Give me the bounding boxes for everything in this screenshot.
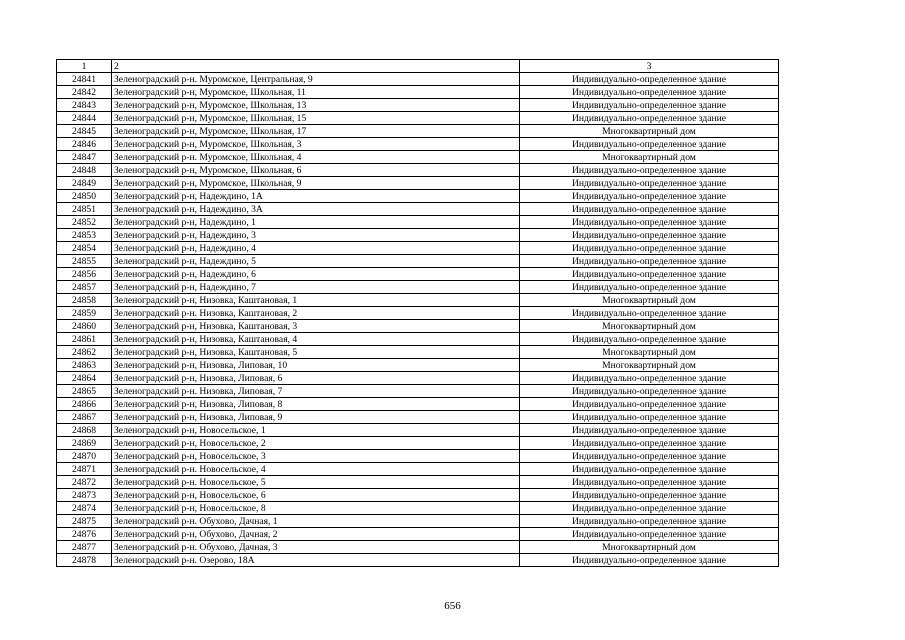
address-cell: Зеленоградский р-н, Муромское, Школьная, 15	[112, 112, 520, 125]
object-type-cell: Индивидуально-определенное здание	[520, 398, 779, 411]
object-type-cell: Индивидуально-определенное здание	[520, 502, 779, 515]
address-cell: Зеленоградский р-н, Обухово, Дачная, 2	[112, 528, 520, 541]
address-cell: Зеленоградский р-н, Низовка, Липовая, 10	[112, 359, 520, 372]
table-row	[57, 502, 779, 515]
object-type-cell: Многоквартирный дом	[520, 294, 779, 307]
object-type-cell: Индивидуально-определенное здание	[520, 450, 779, 463]
row-number-cell: 24845	[57, 125, 112, 138]
row-number-cell: 24867	[57, 411, 112, 424]
address-cell: Зеленоградский р-н. Озерово, 18А	[112, 554, 520, 567]
address-cell: Зеленоградский р-н, Низовка, Липовая, 9	[112, 411, 520, 424]
object-type-cell: Индивидуально-определенное здание	[520, 216, 779, 229]
table-body	[57, 60, 779, 567]
row-number-cell: 24859	[57, 307, 112, 320]
address-cell: Зеленоградский р-н, Новосельское, 6	[112, 489, 520, 502]
address-cell: Зеленоградский р-н, Низовка, Каштановая, 5	[112, 346, 520, 359]
object-type-cell: Индивидуально-определенное здание	[520, 372, 779, 385]
row-number-cell: 24844	[57, 112, 112, 125]
row-number-cell: 24855	[57, 255, 112, 268]
row-number-cell: 24851	[57, 203, 112, 216]
row-number-cell: 24856	[57, 268, 112, 281]
row-number-cell: 24863	[57, 359, 112, 372]
row-number-cell: 24878	[57, 554, 112, 567]
row-number-cell: 24841	[57, 73, 112, 86]
row-number-cell: 24865	[57, 385, 112, 398]
row-number-cell: 24846	[57, 138, 112, 151]
object-type-cell: Индивидуально-определенное здание	[520, 554, 779, 567]
row-number-cell: 24864	[57, 372, 112, 385]
table-row	[57, 177, 779, 190]
object-type-cell: Индивидуально-определенное здание	[520, 281, 779, 294]
address-cell: Зеленоградский р-н. Обухово, Дачная, 3	[112, 541, 520, 554]
row-number-cell: 24849	[57, 177, 112, 190]
object-type-cell: Индивидуально-определенное здание	[520, 164, 779, 177]
object-type-cell: Индивидуально-определенное здание	[520, 73, 779, 86]
address-cell: Зеленоградский р-н, Новосельское, 1	[112, 424, 520, 437]
object-type-cell: Индивидуально-определенное здание	[520, 86, 779, 99]
row-number-cell: 24848	[57, 164, 112, 177]
row-number-cell: 24858	[57, 294, 112, 307]
address-cell: Зеленоградский р-н, Муромское, Школьная, 3	[112, 138, 520, 151]
table-row	[57, 125, 779, 138]
address-cell: Зеленоградский р-н, Низовка, Липовая, 6	[112, 372, 520, 385]
table-row	[57, 424, 779, 437]
table-row	[57, 385, 779, 398]
address-cell: Зеленоградский р-н, Низовка, Каштановая, 1	[112, 294, 520, 307]
address-cell: Зеленоградский р-н, Муромское, Школьная, 17	[112, 125, 520, 138]
object-type-cell: Индивидуально-определенное здание	[520, 203, 779, 216]
object-type-cell: Индивидуально-определенное здание	[520, 242, 779, 255]
table-row	[57, 138, 779, 151]
table-row	[57, 333, 779, 346]
table-row	[57, 398, 779, 411]
address-cell: Зеленоградский р-н. Муромское, Школьная, 4	[112, 151, 520, 164]
header-cell-type: 3	[520, 60, 779, 73]
row-number-cell: 24860	[57, 320, 112, 333]
object-type-cell: Индивидуально-определенное здание	[520, 476, 779, 489]
address-cell: Зеленоградский р-н, Муромское, Школьная, 6	[112, 164, 520, 177]
address-cell: Зеленоградский р-н, Надеждино, 3А	[112, 203, 520, 216]
object-type-cell: Индивидуально-определенное здание	[520, 177, 779, 190]
object-type-cell: Индивидуально-определенное здание	[520, 255, 779, 268]
address-cell: Зеленоградский р-н. Муромское, Центральная, 9	[112, 73, 520, 86]
table-row	[57, 151, 779, 164]
row-number-cell: 24850	[57, 190, 112, 203]
row-number-cell: 24870	[57, 450, 112, 463]
table-row	[57, 164, 779, 177]
address-cell: Зеленоградский р-н, Новосельское, 3	[112, 450, 520, 463]
table-row	[57, 359, 779, 372]
table-row	[57, 437, 779, 450]
row-number-cell: 24862	[57, 346, 112, 359]
row-number-cell: 24874	[57, 502, 112, 515]
table-row	[57, 528, 779, 541]
address-cell: Зеленоградский р-н, Надеждино, 1А	[112, 190, 520, 203]
row-number-cell: 24847	[57, 151, 112, 164]
object-type-cell: Индивидуально-определенное здание	[520, 268, 779, 281]
row-number-cell: 24871	[57, 463, 112, 476]
object-type-cell: Индивидуально-определенное здание	[520, 528, 779, 541]
table-row	[57, 307, 779, 320]
object-type-cell: Индивидуально-определенное здание	[520, 112, 779, 125]
address-cell: Зеленоградский р-н, Муромское, Школьная, 11	[112, 86, 520, 99]
row-number-cell: 24875	[57, 515, 112, 528]
address-cell: Зеленоградский р-н, Надеждино, 5	[112, 255, 520, 268]
object-type-cell: Индивидуально-определенное здание	[520, 229, 779, 242]
row-number-cell: 24843	[57, 99, 112, 112]
address-cell: Зеленоградский р-н, Надеждино, 4	[112, 242, 520, 255]
table-row	[57, 450, 779, 463]
table-row	[57, 320, 779, 333]
table-row	[57, 242, 779, 255]
address-cell: Зеленоградский р-н, Низовка, Каштановая, 4	[112, 333, 520, 346]
address-cell: Зеленоградский р-н, Надеждино, 3	[112, 229, 520, 242]
row-number-cell: 24868	[57, 424, 112, 437]
object-type-cell: Индивидуально-определенное здание	[520, 333, 779, 346]
object-type-cell: Индивидуально-определенное здание	[520, 424, 779, 437]
object-type-cell: Многоквартирный дом	[520, 125, 779, 138]
address-cell: Зеленоградский р-н, Надеждино, 7	[112, 281, 520, 294]
table-row	[57, 463, 779, 476]
object-type-cell: Индивидуально-определенное здание	[520, 463, 779, 476]
table-row	[57, 268, 779, 281]
table-row	[57, 294, 779, 307]
table-row	[57, 489, 779, 502]
object-type-cell: Многоквартирный дом	[520, 541, 779, 554]
table-header-row	[57, 60, 779, 73]
table-row	[57, 476, 779, 489]
table-row	[57, 86, 779, 99]
row-number-cell: 24876	[57, 528, 112, 541]
object-type-cell: Индивидуально-определенное здание	[520, 411, 779, 424]
table-row	[57, 255, 779, 268]
address-cell: Зеленоградский р-н. Низовка, Каштановая, 2	[112, 307, 520, 320]
table-row	[57, 515, 779, 528]
table-row	[57, 99, 779, 112]
object-type-cell: Индивидуально-определенное здание	[520, 437, 779, 450]
address-cell: Зеленоградский р-н, Надеждино, 6	[112, 268, 520, 281]
object-type-cell: Многоквартирный дом	[520, 359, 779, 372]
object-type-cell: Многоквартирный дом	[520, 151, 779, 164]
table-row	[57, 203, 779, 216]
table-row	[57, 346, 779, 359]
row-number-cell: 24866	[57, 398, 112, 411]
object-type-cell: Индивидуально-определенное здание	[520, 515, 779, 528]
object-type-cell: Индивидуально-определенное здание	[520, 99, 779, 112]
table-row	[57, 281, 779, 294]
object-type-cell: Индивидуально-определенное здание	[520, 138, 779, 151]
table-row	[57, 372, 779, 385]
row-number-cell: 24861	[57, 333, 112, 346]
table-row	[57, 216, 779, 229]
row-number-cell: 24869	[57, 437, 112, 450]
page-number: 656	[444, 600, 461, 612]
object-type-cell: Индивидуально-определенное здание	[520, 307, 779, 320]
address-cell: Зеленоградский р-н. Новосельское, 4	[112, 463, 520, 476]
header-cell-number: 1	[57, 60, 112, 73]
row-number-cell: 24842	[57, 86, 112, 99]
table-row	[57, 229, 779, 242]
object-type-cell: Индивидуально-определенное здание	[520, 489, 779, 502]
row-number-cell: 24852	[57, 216, 112, 229]
object-type-cell: Индивидуально-определенное здание	[520, 385, 779, 398]
address-cell: Зеленоградский р-н, Муромское, Школьная, 9	[112, 177, 520, 190]
object-type-cell: Индивидуально-определенное здание	[520, 190, 779, 203]
address-cell: Зеленоградский р-н. Низовка, Липовая, 7	[112, 385, 520, 398]
table-row	[57, 411, 779, 424]
address-cell: Зеленоградский р-н, Новосельское, 8	[112, 502, 520, 515]
row-number-cell: 24857	[57, 281, 112, 294]
header-cell-address: 2	[112, 60, 520, 73]
row-number-cell: 24877	[57, 541, 112, 554]
address-cell: Зеленоградский р-н, Низовка, Каштановая, 3	[112, 320, 520, 333]
object-type-cell: Многоквартирный дом	[520, 320, 779, 333]
property-table	[56, 59, 779, 567]
address-cell: Зеленоградский р-н. Новосельское, 5	[112, 476, 520, 489]
table-row	[57, 541, 779, 554]
address-cell: Зеленоградский р-н. Обухово, Дачная, 1	[112, 515, 520, 528]
row-number-cell: 24854	[57, 242, 112, 255]
address-cell: Зеленоградский р-н, Муромское, Школьная, 13	[112, 99, 520, 112]
address-cell: Зеленоградский р-н, Новосельское, 2	[112, 437, 520, 450]
table-row	[57, 190, 779, 203]
table-row	[57, 554, 779, 567]
object-type-cell: Многоквартирный дом	[520, 346, 779, 359]
row-number-cell: 24872	[57, 476, 112, 489]
row-number-cell: 24873	[57, 489, 112, 502]
address-cell: Зеленоградский р-н, Низовка, Липовая, 8	[112, 398, 520, 411]
address-cell: Зеленоградский р-н, Надеждино, 1	[112, 216, 520, 229]
row-number-cell: 24853	[57, 229, 112, 242]
table-row	[57, 73, 779, 86]
table-row	[57, 112, 779, 125]
